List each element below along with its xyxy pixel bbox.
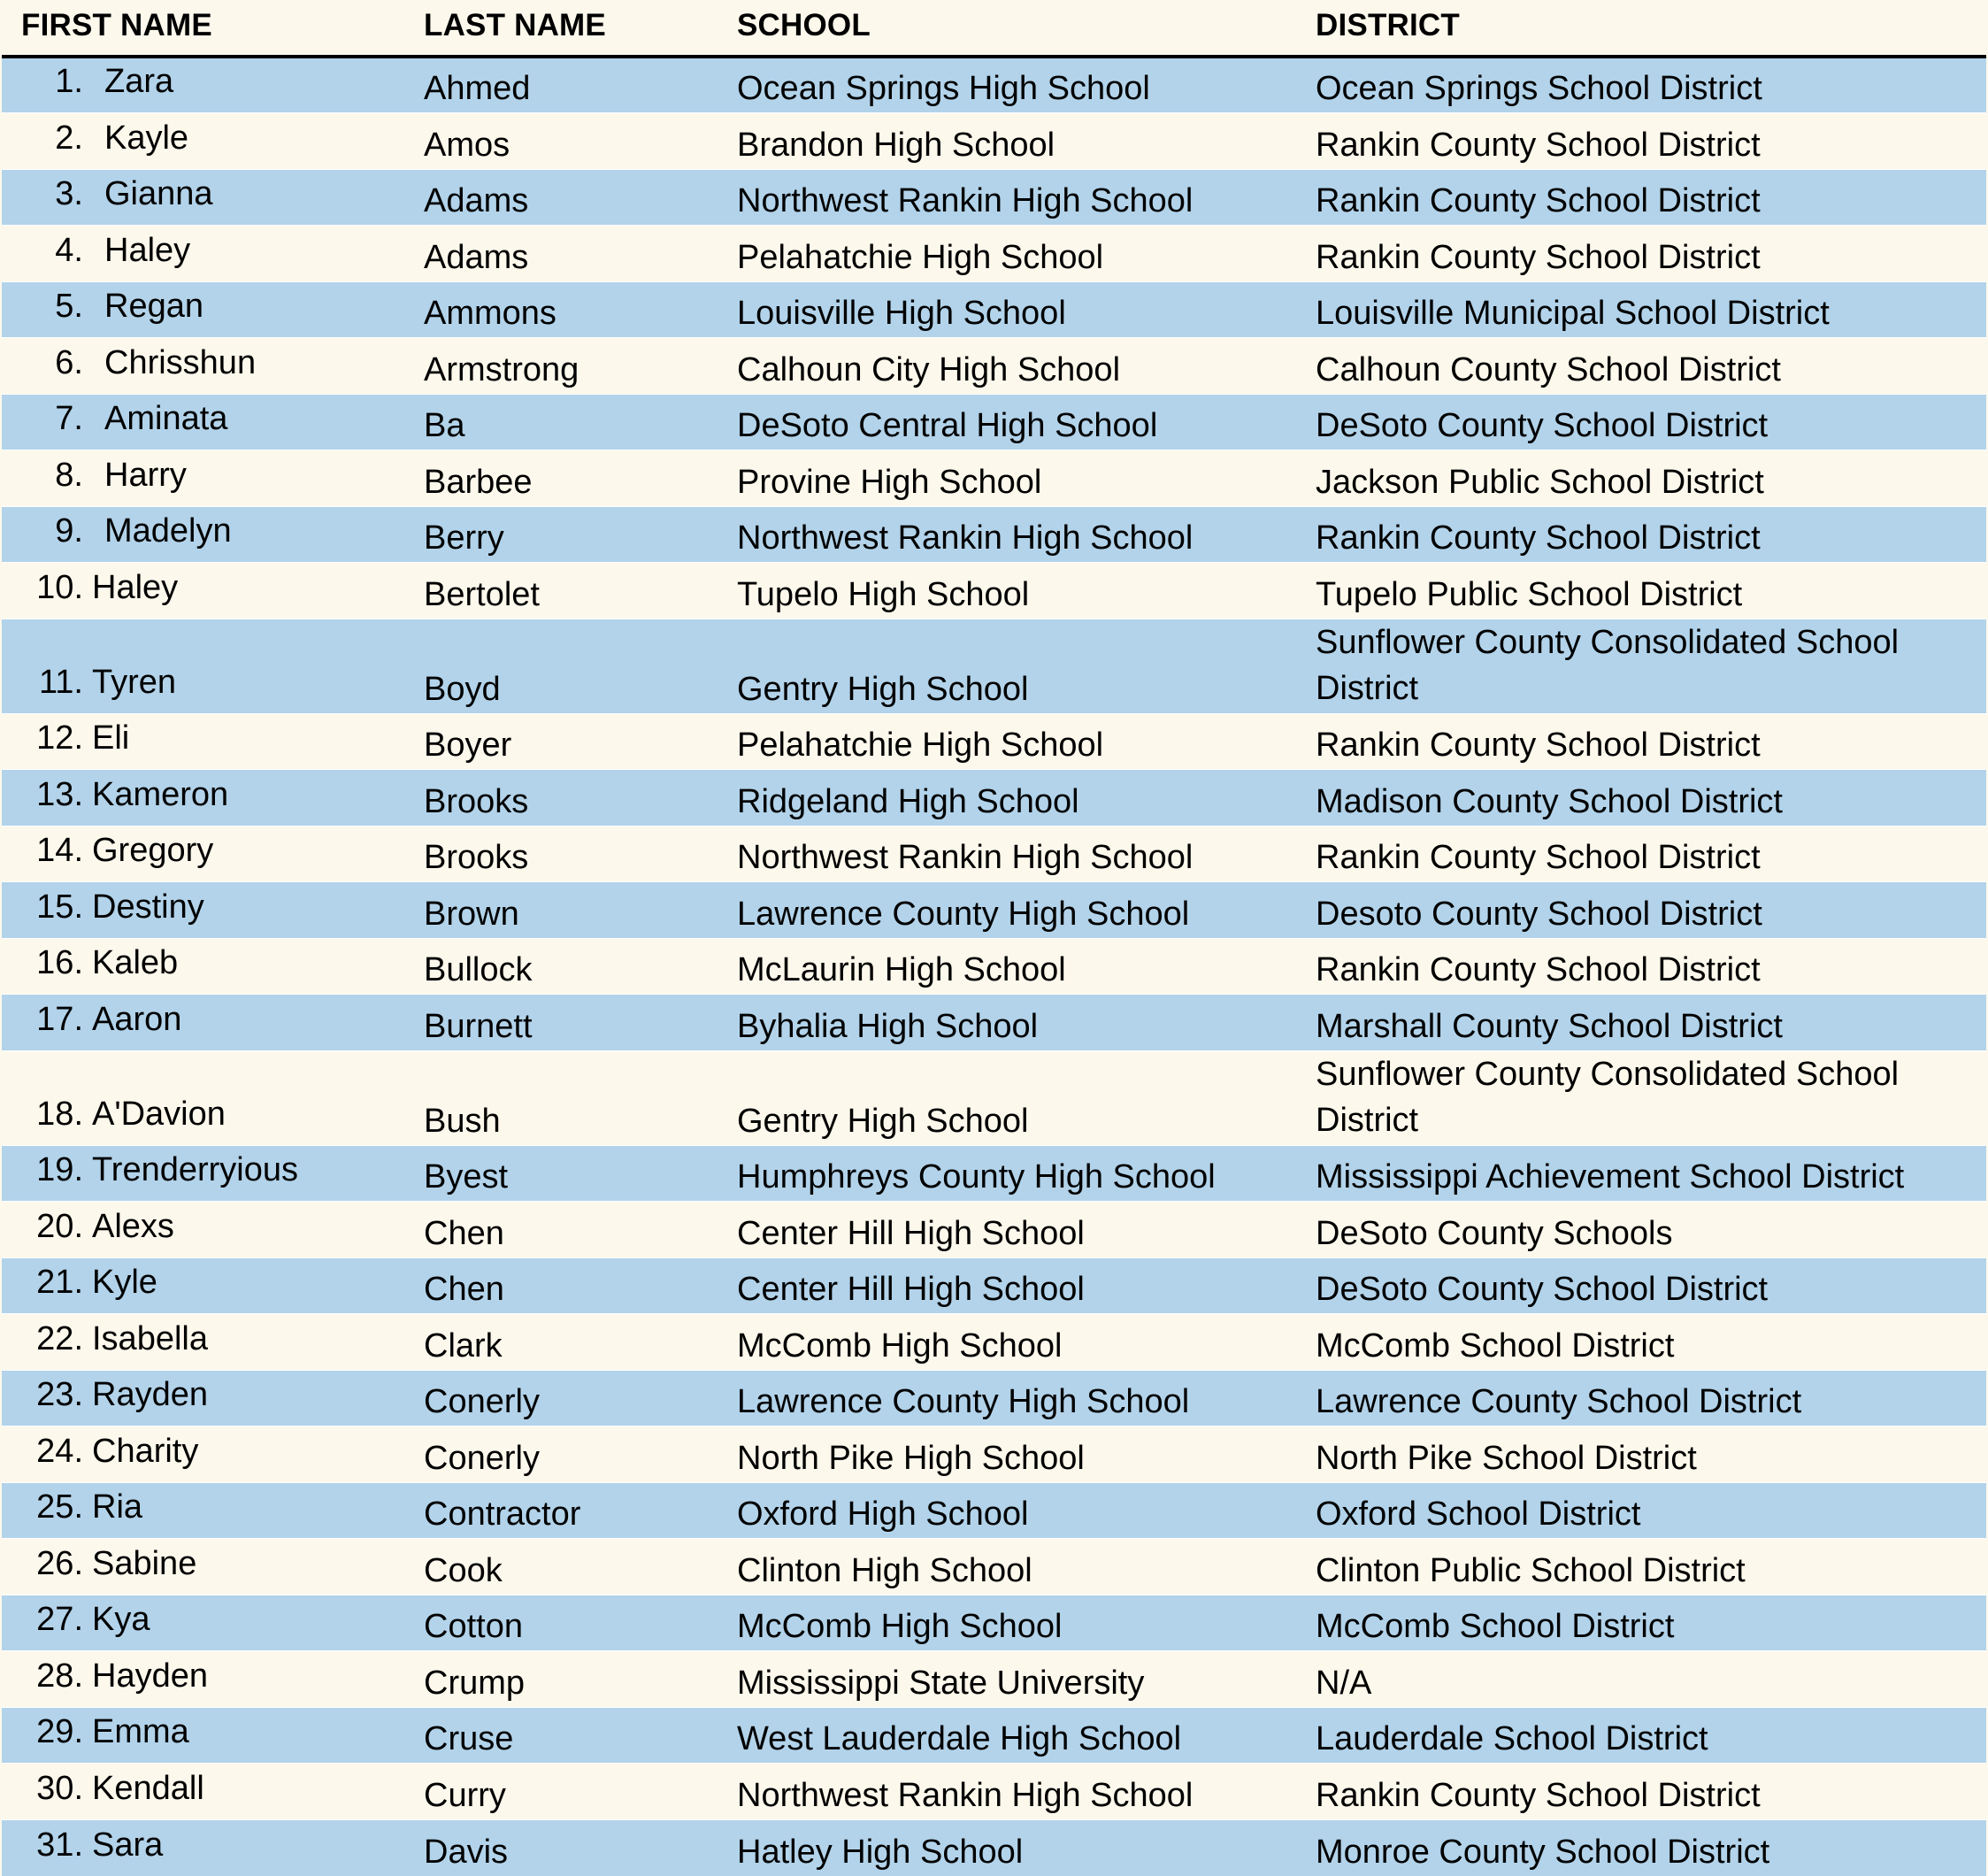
- row-number: 27.: [36, 1601, 83, 1638]
- school-cell: Pelahatchie High School: [719, 713, 1298, 770]
- district-cell: Clinton Public School District: [1298, 1539, 1986, 1595]
- last-name-cell: Byest: [406, 1145, 719, 1202]
- school-cell: Pelahatchie High School: [719, 226, 1298, 282]
- district-cell: Rankin County School District: [1298, 826, 1986, 882]
- first-name: Regan: [104, 288, 203, 325]
- student-roster-table: [2, 0, 1986, 1876]
- last-name-cell: Contractor: [406, 1482, 719, 1539]
- school-cell: Humphreys County High School: [719, 1145, 1298, 1202]
- last-name-cell: Ahmed: [406, 57, 719, 113]
- district-cell: Oxford School District: [1298, 1482, 1986, 1539]
- first-name: Trenderryious: [92, 1151, 299, 1188]
- table-row: [2, 1539, 1986, 1595]
- district-cell: Rankin County School District: [1298, 113, 1986, 170]
- first-name: Ria: [92, 1488, 143, 1526]
- table-row: [2, 113, 1986, 170]
- table-row: [2, 338, 1986, 395]
- school-cell: Tupelo High School: [719, 563, 1298, 619]
- school-cell: Center Hill High School: [719, 1202, 1298, 1258]
- last-name-cell: Amos: [406, 113, 719, 170]
- table-row: [2, 826, 1986, 882]
- first-name-cell: [2, 281, 406, 338]
- first-name-cell: [2, 1202, 406, 1258]
- first-name-cell: [2, 713, 406, 770]
- first-name: Rayden: [92, 1376, 208, 1413]
- table-row: [2, 57, 1986, 113]
- header-last-name: LAST NAME: [406, 0, 719, 57]
- row-number: 16.: [36, 944, 83, 981]
- first-name: Sara: [92, 1826, 164, 1864]
- last-name-cell: Bush: [406, 1050, 719, 1145]
- table-row: [2, 450, 1986, 507]
- row-number: 4.: [55, 231, 83, 269]
- table-row: [2, 169, 1986, 226]
- school-cell: Louisville High School: [719, 281, 1298, 338]
- last-name-cell: Berry: [406, 506, 719, 563]
- school-cell: Ridgeland High School: [719, 770, 1298, 827]
- last-name-cell: Chen: [406, 1202, 719, 1258]
- row-number: 11.: [38, 663, 83, 701]
- table-row: [2, 995, 1986, 1051]
- school-cell: Byhalia High School: [719, 995, 1298, 1051]
- table-row: [2, 882, 1986, 939]
- school-cell: Ocean Springs High School: [719, 57, 1298, 113]
- header-row: [2, 0, 1986, 57]
- table-row: [2, 1651, 1986, 1708]
- header-school: SCHOOL: [719, 0, 1298, 57]
- row-number: 9.: [55, 512, 83, 550]
- school-cell: McLaurin High School: [719, 938, 1298, 995]
- first-name: Chrisshun: [104, 343, 257, 381]
- first-name-cell: [2, 1145, 406, 1202]
- district-cell: Desoto County School District: [1298, 882, 1986, 939]
- last-name-cell: Cook: [406, 1539, 719, 1595]
- district-cell: Rankin County School District: [1298, 506, 1986, 563]
- row-number: 25.: [36, 1488, 83, 1526]
- last-name-cell: Boyer: [406, 713, 719, 770]
- school-cell: North Pike High School: [719, 1426, 1298, 1483]
- table-row: [2, 1145, 1986, 1202]
- row-number: 6.: [55, 343, 83, 381]
- row-number: 17.: [36, 1000, 83, 1038]
- school-cell: Northwest Rankin High School: [719, 826, 1298, 882]
- first-name-cell: [2, 226, 406, 282]
- last-name-cell: Brooks: [406, 826, 719, 882]
- district-cell: Louisville Municipal School District: [1298, 281, 1986, 338]
- table-row: [2, 1257, 1986, 1314]
- district-cell: Monroe County School District: [1298, 1819, 1986, 1876]
- first-name: Kameron: [92, 775, 229, 813]
- district-cell: Ocean Springs School District: [1298, 57, 1986, 113]
- row-number: 30.: [36, 1769, 83, 1807]
- first-name: Haley: [92, 568, 179, 606]
- district-cell: DeSoto County School District: [1298, 1257, 1986, 1314]
- table-row: [2, 563, 1986, 619]
- last-name-cell: Boyd: [406, 619, 719, 713]
- district-cell: Tupelo Public School District: [1298, 563, 1986, 619]
- row-number: 24.: [36, 1432, 83, 1470]
- first-name: Haley: [104, 231, 191, 269]
- first-name-cell: [2, 1370, 406, 1426]
- last-name-cell: Conerly: [406, 1426, 719, 1483]
- district-cell: Rankin County School District: [1298, 938, 1986, 995]
- table-row: [2, 1595, 1986, 1651]
- school-cell: Brandon High School: [719, 113, 1298, 170]
- first-name: Tyren: [92, 663, 177, 701]
- school-cell: Northwest Rankin High School: [719, 506, 1298, 563]
- first-name-cell: [2, 882, 406, 939]
- district-cell: Madison County School District: [1298, 770, 1986, 827]
- first-name-cell: [2, 770, 406, 827]
- row-number: 28.: [36, 1657, 83, 1695]
- row-number: 26.: [36, 1544, 83, 1582]
- school-cell: Gentry High School: [719, 619, 1298, 713]
- table-row: [2, 1764, 1986, 1820]
- school-cell: McComb High School: [719, 1595, 1298, 1651]
- row-number: 29.: [36, 1713, 83, 1750]
- district-cell: N/A: [1298, 1651, 1986, 1708]
- row-number: 8.: [55, 456, 83, 494]
- first-name-cell: [2, 1707, 406, 1764]
- row-number: 10.: [36, 568, 83, 606]
- first-name-cell: [2, 1819, 406, 1876]
- first-name: Gregory: [92, 832, 214, 869]
- last-name-cell: Cruse: [406, 1707, 719, 1764]
- table-row: [2, 1482, 1986, 1539]
- first-name: Aminata: [104, 400, 228, 437]
- first-name: Destiny: [92, 888, 204, 926]
- first-name: Alexs: [92, 1207, 174, 1245]
- first-name-cell: [2, 450, 406, 507]
- table-row: [2, 770, 1986, 827]
- first-name-cell: [2, 995, 406, 1051]
- last-name-cell: Clark: [406, 1314, 719, 1371]
- row-number: 3.: [55, 175, 83, 212]
- table-row: [2, 1314, 1986, 1371]
- row-number: 18.: [36, 1095, 83, 1133]
- school-cell: Hatley High School: [719, 1819, 1298, 1876]
- first-name: Eli: [92, 719, 130, 757]
- first-name-cell: [2, 113, 406, 170]
- district-cell: DeSoto County Schools: [1298, 1202, 1986, 1258]
- row-number: 20.: [36, 1207, 83, 1245]
- first-name: Aaron: [92, 1000, 182, 1038]
- school-cell: Gentry High School: [719, 1050, 1298, 1145]
- row-number: 5.: [55, 288, 83, 325]
- first-name: Harry: [104, 456, 187, 494]
- last-name-cell: Burnett: [406, 995, 719, 1051]
- district-cell: Jackson Public School District: [1298, 450, 1986, 507]
- school-cell: Lawrence County High School: [719, 882, 1298, 939]
- last-name-cell: Cotton: [406, 1595, 719, 1651]
- table-row: [2, 1202, 1986, 1258]
- first-name: Kendall: [92, 1769, 204, 1807]
- table-row: [2, 1426, 1986, 1483]
- school-cell: Oxford High School: [719, 1482, 1298, 1539]
- first-name-cell: [2, 1050, 406, 1145]
- district-cell: Sunflower County Consolidated School District: [1298, 619, 1986, 713]
- last-name-cell: Bullock: [406, 938, 719, 995]
- district-cell: Rankin County School District: [1298, 1764, 1986, 1820]
- last-name-cell: Ammons: [406, 281, 719, 338]
- table-row: [2, 1050, 1986, 1145]
- first-name-cell: [2, 1539, 406, 1595]
- school-cell: Northwest Rankin High School: [719, 1764, 1298, 1820]
- district-cell: Rankin County School District: [1298, 713, 1986, 770]
- first-name: Zara: [104, 63, 174, 100]
- table-row: [2, 713, 1986, 770]
- table-row: [2, 1819, 1986, 1876]
- row-number: 23.: [36, 1376, 83, 1413]
- row-number: 7.: [55, 400, 83, 437]
- first-name-cell: [2, 1314, 406, 1371]
- district-cell: North Pike School District: [1298, 1426, 1986, 1483]
- first-name: Kya: [92, 1601, 150, 1638]
- header-district: DISTRICT: [1298, 0, 1986, 57]
- district-cell: Calhoun County School District: [1298, 338, 1986, 395]
- last-name-cell: Ba: [406, 394, 719, 450]
- first-name-cell: [2, 563, 406, 619]
- last-name-cell: Brooks: [406, 770, 719, 827]
- last-name-cell: Chen: [406, 1257, 719, 1314]
- last-name-cell: Crump: [406, 1651, 719, 1708]
- first-name: Gianna: [104, 175, 213, 212]
- school-cell: Provine High School: [719, 450, 1298, 507]
- row-number: 21.: [36, 1264, 83, 1301]
- first-name-cell: [2, 57, 406, 113]
- district-cell: Lawrence County School District: [1298, 1370, 1986, 1426]
- table-row: [2, 619, 1986, 713]
- first-name-cell: [2, 826, 406, 882]
- row-number: 31.: [36, 1826, 83, 1864]
- first-name-cell: [2, 1651, 406, 1708]
- first-name-cell: [2, 338, 406, 395]
- last-name-cell: Brown: [406, 882, 719, 939]
- school-cell: Calhoun City High School: [719, 338, 1298, 395]
- table-row: [2, 1707, 1986, 1764]
- district-cell: Rankin County School District: [1298, 226, 1986, 282]
- last-name-cell: Barbee: [406, 450, 719, 507]
- district-cell: Sunflower County Consolidated School District: [1298, 1050, 1986, 1145]
- district-cell: Mississippi Achievement School District: [1298, 1145, 1986, 1202]
- first-name: A'Davion: [92, 1095, 226, 1133]
- row-number: 13.: [36, 775, 83, 813]
- first-name-cell: [2, 1595, 406, 1651]
- table-row: [2, 938, 1986, 995]
- first-name: Emma: [92, 1713, 189, 1750]
- last-name-cell: Adams: [406, 169, 719, 226]
- last-name-cell: Conerly: [406, 1370, 719, 1426]
- first-name: Isabella: [92, 1319, 208, 1357]
- first-name: Hayden: [92, 1657, 208, 1695]
- first-name: Charity: [92, 1432, 199, 1470]
- school-cell: McComb High School: [719, 1314, 1298, 1371]
- row-number: 1.: [55, 63, 83, 100]
- school-cell: Northwest Rankin High School: [719, 169, 1298, 226]
- first-name-cell: [2, 169, 406, 226]
- header-first-name: FIRST NAME: [2, 0, 406, 57]
- table-row: [2, 506, 1986, 563]
- first-name-cell: [2, 619, 406, 713]
- last-name-cell: Armstrong: [406, 338, 719, 395]
- school-cell: Center Hill High School: [719, 1257, 1298, 1314]
- school-cell: Mississippi State University: [719, 1651, 1298, 1708]
- first-name: Madelyn: [104, 512, 232, 550]
- table-row: [2, 226, 1986, 282]
- table-header: [2, 0, 1986, 57]
- row-number: 14.: [36, 832, 83, 869]
- district-cell: DeSoto County School District: [1298, 394, 1986, 450]
- row-number: 22.: [36, 1319, 83, 1357]
- last-name-cell: Curry: [406, 1764, 719, 1820]
- district-cell: McComb School District: [1298, 1314, 1986, 1371]
- last-name-cell: Davis: [406, 1819, 719, 1876]
- first-name-cell: [2, 1257, 406, 1314]
- first-name: Kaleb: [92, 944, 179, 981]
- district-cell: Rankin County School District: [1298, 169, 1986, 226]
- table-row: [2, 394, 1986, 450]
- district-cell: Marshall County School District: [1298, 995, 1986, 1051]
- school-cell: West Lauderdale High School: [719, 1707, 1298, 1764]
- table-body: [2, 57, 1986, 1876]
- district-cell: McComb School District: [1298, 1595, 1986, 1651]
- first-name-cell: [2, 938, 406, 995]
- row-number: 19.: [36, 1151, 83, 1188]
- first-name: Kyle: [92, 1264, 157, 1301]
- school-cell: Lawrence County High School: [719, 1370, 1298, 1426]
- last-name-cell: Adams: [406, 226, 719, 282]
- first-name-cell: [2, 1764, 406, 1820]
- row-number: 15.: [36, 888, 83, 926]
- row-number: 12.: [36, 719, 83, 757]
- school-cell: DeSoto Central High School: [719, 394, 1298, 450]
- first-name: Sabine: [92, 1544, 197, 1582]
- first-name-cell: [2, 506, 406, 563]
- school-cell: Clinton High School: [719, 1539, 1298, 1595]
- first-name: Kayle: [104, 119, 189, 157]
- row-number: 2.: [55, 119, 83, 157]
- last-name-cell: Bertolet: [406, 563, 719, 619]
- first-name-cell: [2, 394, 406, 450]
- district-cell: Lauderdale School District: [1298, 1707, 1986, 1764]
- first-name-cell: [2, 1482, 406, 1539]
- table-row: [2, 281, 1986, 338]
- first-name-cell: [2, 1426, 406, 1483]
- table-row: [2, 1370, 1986, 1426]
